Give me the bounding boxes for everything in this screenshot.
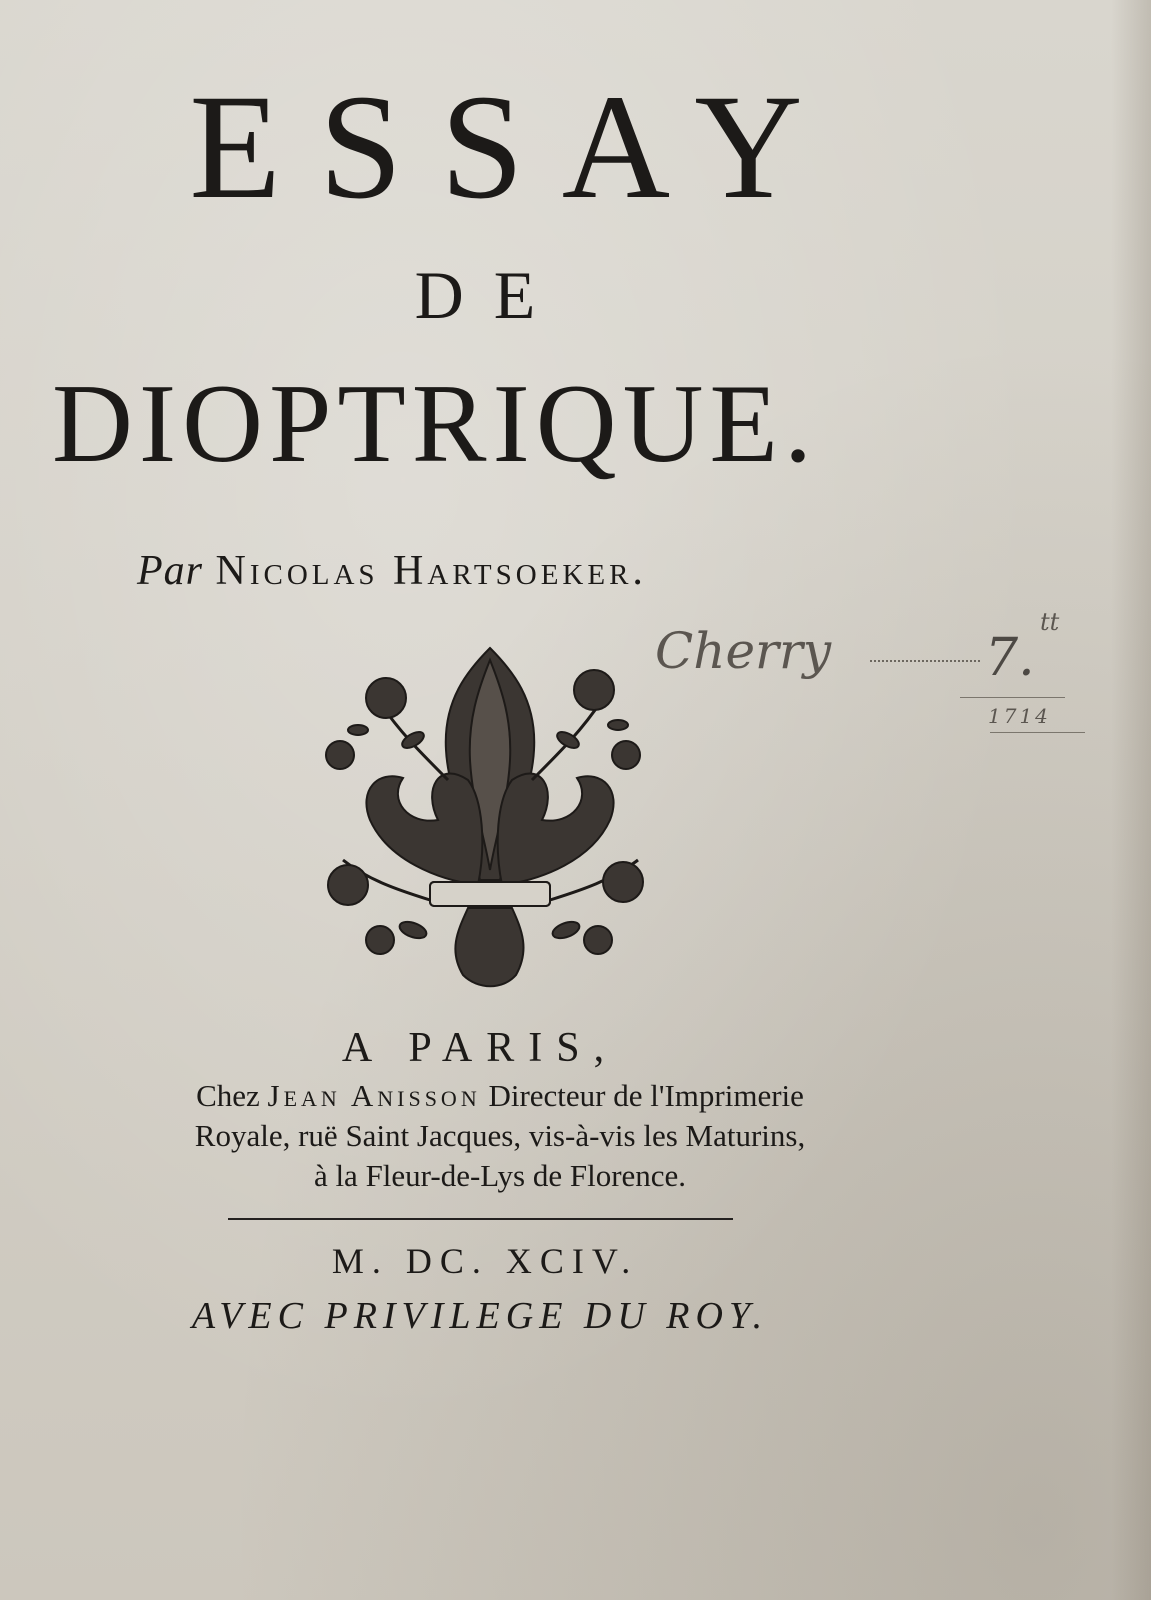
handwritten-year: 1714 xyxy=(988,704,1051,728)
privilege-line: AVEC PRIVILEGE DU ROY. xyxy=(191,1295,769,1337)
imprint-line-3: à la Fleur-de-Lys de Florence. xyxy=(313,1158,687,1193)
handwritten-dots xyxy=(870,660,980,662)
imprint-printer: Jean Anisson xyxy=(267,1078,481,1113)
imprint-line-1 xyxy=(60,1076,940,1116)
handwritten-name: Cherry xyxy=(655,622,832,680)
title-line-essay: ESSAY xyxy=(189,64,841,230)
fleur-de-lys-ornament xyxy=(318,630,663,1002)
imprint-chez: Chez xyxy=(196,1078,260,1113)
handwritten-superscript: tt xyxy=(1040,608,1060,636)
title-line-de: DE xyxy=(414,257,566,333)
divider-rule xyxy=(228,1218,733,1220)
title-line-dioptrique: DIOPTRIQUE. xyxy=(52,362,818,486)
imprint-line-2: Royale, ruë Saint Jacques, vis-à-vis les Maturins, xyxy=(194,1118,806,1153)
handwritten-rule xyxy=(960,697,1065,698)
author-prefix: Par xyxy=(137,548,203,594)
publication-date: M. DC. XCIV. xyxy=(331,1241,639,1281)
imprint-place: A PARIS, xyxy=(341,1025,619,1071)
author-line xyxy=(137,544,647,598)
handwritten-rule-lower xyxy=(990,732,1085,733)
author-name: Nicolas Hartsoeker. xyxy=(215,548,647,594)
handwritten-number: 7. xyxy=(985,628,1035,688)
imprint-line-1-rest: Directeur de l'Imprimerie xyxy=(488,1078,804,1113)
imprint-block xyxy=(60,1076,940,1196)
